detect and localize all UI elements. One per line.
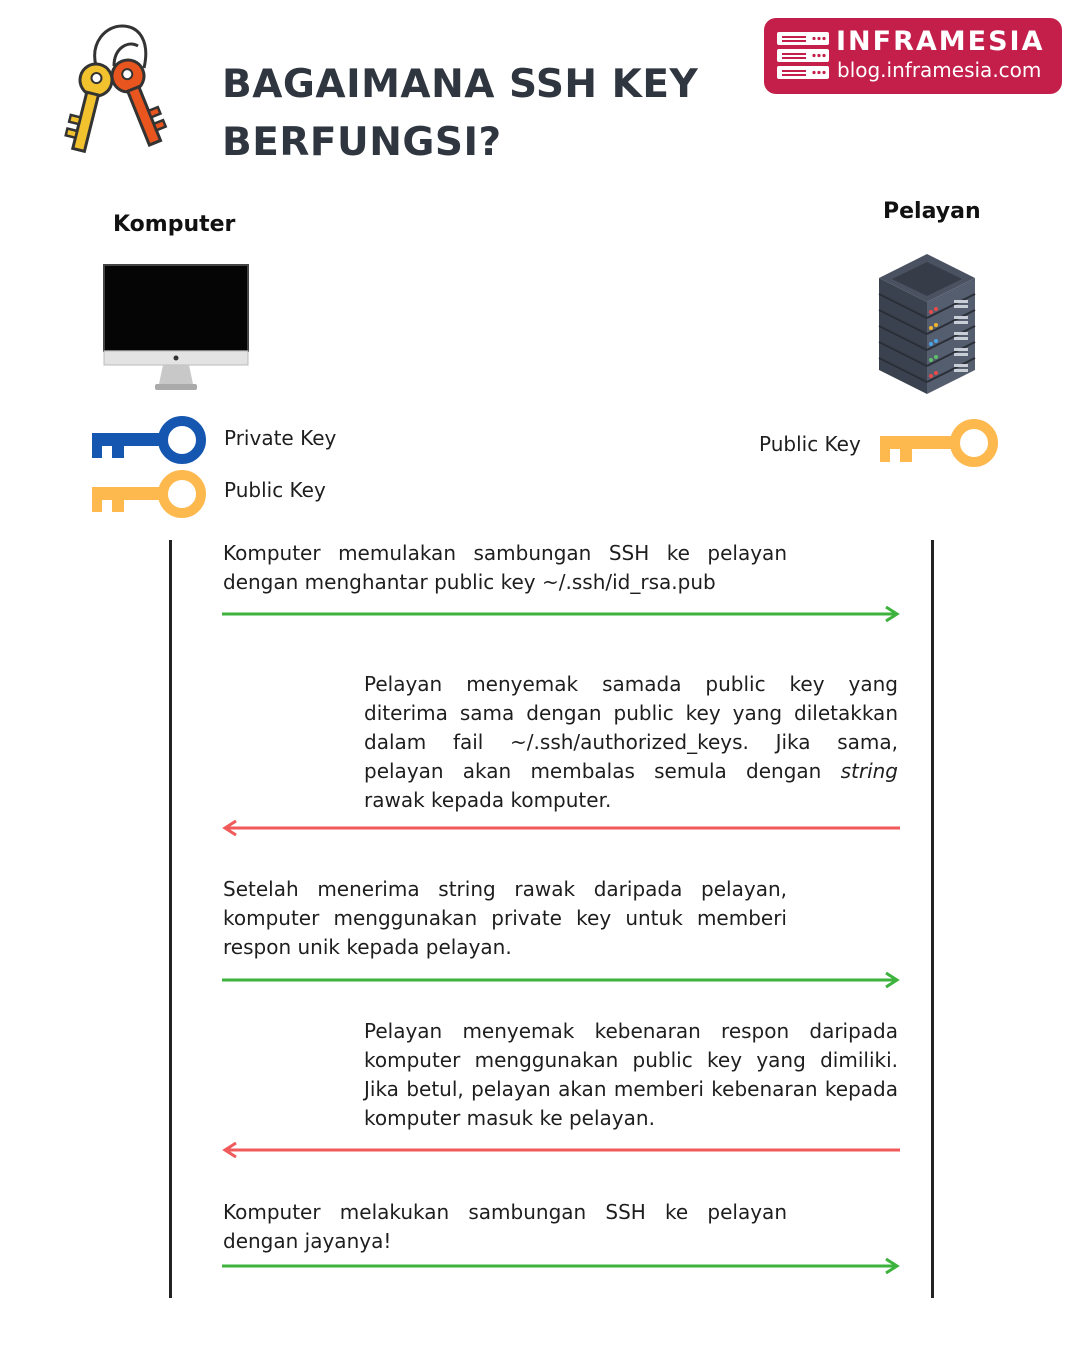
server-rack-logo-icon: [776, 30, 830, 82]
step-3-arrow-right: [222, 972, 900, 988]
step-5-text: Komputer melakukan sambungan SSH ke pelayan dengan jayanya!: [223, 1200, 787, 1253]
step-1-text: Komputer memulakan sambungan SSH ke pelayan dengan menghantar public key ~/.ssh/id_rsa.pub: [223, 541, 787, 594]
step-4-arrow-left: [222, 1142, 900, 1158]
public-key-icon: [92, 470, 208, 518]
step-1-arrow-right: [222, 606, 900, 622]
client-public-key-label: Public Key: [224, 478, 326, 502]
server-icon: [876, 252, 978, 396]
page-title: BAGAIMANA SSH KEY BERFUNGSI?: [222, 62, 699, 165]
server-lifeline: [931, 540, 934, 1298]
private-key-icon: [92, 416, 208, 464]
server-public-key-label: Public Key: [759, 432, 861, 456]
step-2-arrow-left: [222, 820, 900, 836]
server-title: Pelayan: [883, 199, 981, 224]
client-title: Komputer: [113, 212, 236, 237]
step-2-emphasis: string: [840, 759, 898, 783]
step-4-text: Pelayan menyemak kebenaran respon daripada komputer menggunakan public key yang dimiliki. Jika betul, pelayan akan memberi kebenaran kepada komputer masuk ke pelayan.: [364, 1019, 898, 1130]
brand-url[interactable]: blog.inframesia.com: [837, 58, 1042, 82]
step-3-text: Setelah menerima string rawak daripada pelayan, komputer menggunakan private key untuk memberi respon unik kepada pelayan.: [223, 877, 787, 959]
step-5-arrow-right: [222, 1258, 900, 1274]
client-lifeline: [169, 540, 172, 1298]
brand-name: INFRAMESIA: [836, 26, 1045, 57]
client-private-key-label: Private Key: [224, 426, 337, 450]
keys-logo-icon: [62, 22, 178, 162]
step-2-text: Pelayan menyemak samada public key yang diterima sama dengan public key yang diletakkan dalam fail ~/.ssh/authorized_keys. Jika sama, pelayan akan membalas semula dengan string rawak kepada komputer.: [364, 672, 898, 812]
brand-badge[interactable]: [764, 18, 1062, 94]
computer-icon: [103, 264, 249, 394]
server-public-key-icon: [880, 418, 1000, 468]
